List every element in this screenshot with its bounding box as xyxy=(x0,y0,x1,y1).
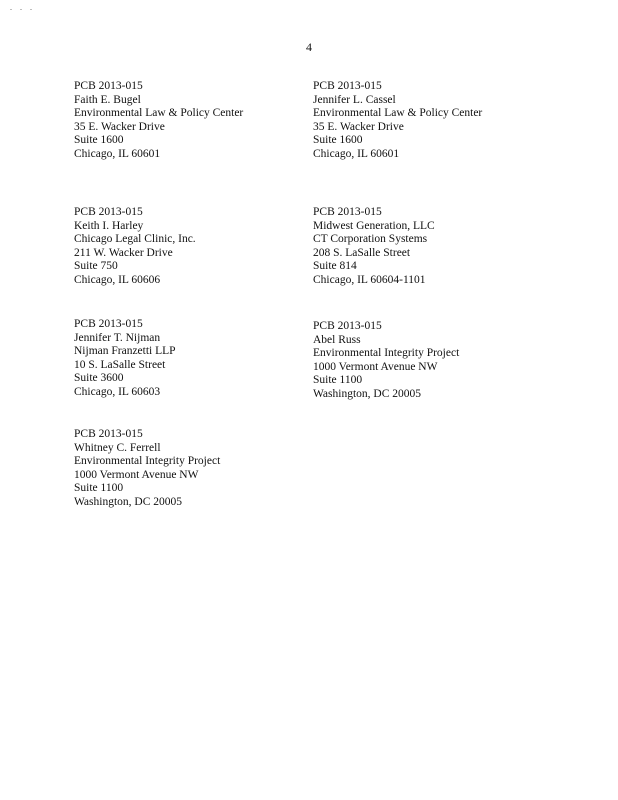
address-line: Chicago, IL 60603 xyxy=(74,385,161,398)
address-line: 35 E. Wacker Drive xyxy=(313,120,404,133)
case-number: PCB 2013-015 xyxy=(313,320,382,332)
case-number: PCB 2013-015 xyxy=(74,80,143,92)
recipient-name: Jennifer T. Nijman xyxy=(74,331,161,344)
address-line: Environmental Integrity Project xyxy=(74,455,221,468)
recipient-name: Midwest Generation, LLC xyxy=(313,219,435,232)
address-line: Suite 1600 xyxy=(313,134,363,147)
address-line: Suite 1600 xyxy=(74,134,124,147)
service-list-entry xyxy=(74,428,304,510)
address-line: Suite 1100 xyxy=(74,482,124,495)
service-list-entry xyxy=(74,318,304,400)
case-number: PCB 2013-015 xyxy=(74,318,143,330)
address-line: 211 W. Wacker Drive xyxy=(74,246,173,259)
address-line: Chicago, IL 60601 xyxy=(313,147,400,160)
case-number: PCB 2013-015 xyxy=(313,80,382,92)
address-line: Chicago Legal Clinic, Inc. xyxy=(74,233,196,246)
scan-corner-mark: . . . xyxy=(10,3,35,12)
address-line: Suite 1100 xyxy=(313,374,363,387)
address-line: CT Corporation Systems xyxy=(313,233,428,246)
address-line: Chicago, IL 60604-1101 xyxy=(313,273,426,286)
recipient-name: Jennifer L. Cassel xyxy=(313,93,396,106)
service-list-entry xyxy=(313,206,543,288)
case-number: PCB 2013-015 xyxy=(74,428,143,440)
address-line: Suite 814 xyxy=(313,260,357,273)
address-line: Chicago, IL 60601 xyxy=(74,147,161,160)
address-line: 208 S. LaSalle Street xyxy=(313,246,411,259)
address-line: Environmental Law & Policy Center xyxy=(74,107,244,120)
service-list-entry xyxy=(313,320,543,402)
case-number: PCB 2013-015 xyxy=(313,206,382,218)
address-line: 10 S. LaSalle Street xyxy=(74,358,166,371)
address-line: Suite 3600 xyxy=(74,372,124,385)
page-number: 4 xyxy=(306,40,312,54)
recipient-name: Abel Russ xyxy=(313,333,361,346)
address-line: Suite 750 xyxy=(74,260,118,273)
service-list-entry xyxy=(74,80,304,162)
recipient-name: Keith I. Harley xyxy=(74,219,144,232)
address-line: 1000 Vermont Avenue NW xyxy=(313,360,438,373)
address-line: 35 E. Wacker Drive xyxy=(74,120,165,133)
address-line: 1000 Vermont Avenue NW xyxy=(74,468,199,481)
case-number: PCB 2013-015 xyxy=(74,206,143,218)
service-list-entry xyxy=(313,80,543,162)
address-line: Washington, DC 20005 xyxy=(313,387,422,400)
address-line: Environmental Law & Policy Center xyxy=(313,107,483,120)
address-line: Washington, DC 20005 xyxy=(74,495,183,508)
address-line: Nijman Franzetti LLP xyxy=(74,345,176,358)
address-line: Environmental Integrity Project xyxy=(313,347,460,360)
recipient-name: Whitney C. Ferrell xyxy=(74,441,161,454)
recipient-name: Faith E. Bugel xyxy=(74,93,141,106)
service-list-entry xyxy=(74,206,304,288)
address-line: Chicago, IL 60606 xyxy=(74,273,161,286)
